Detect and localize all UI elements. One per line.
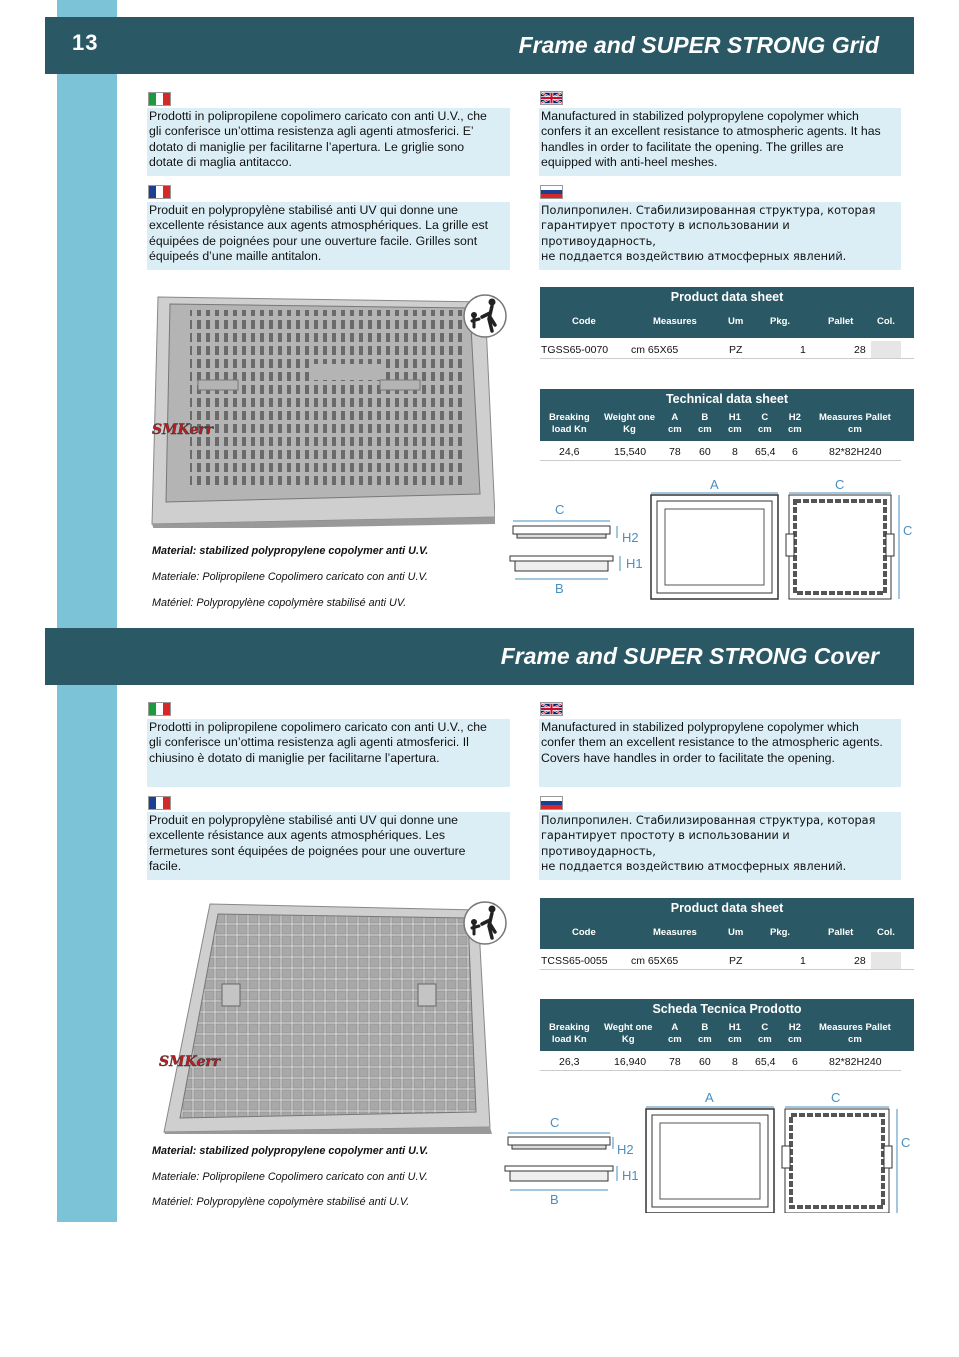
brand-logo <box>157 1052 221 1070</box>
col-measures: Measures <box>653 927 697 938</box>
product-data-sheet-cover <box>540 898 914 970</box>
flag-italy-icon <box>148 92 171 106</box>
material-en: Material: stabilized polypropylene copolymer anti U.V. <box>152 1145 429 1157</box>
label-h2: H2 <box>622 530 639 545</box>
col-breaking-load: Breaking load Kn <box>549 412 590 435</box>
flag-russia-icon <box>540 796 563 810</box>
cell-measures-pallet: 82*82H240 <box>829 1056 882 1068</box>
material-en: Material: stabilized polypropylene copolymer anti U.V. <box>152 545 429 557</box>
col-pkg: Pkg. <box>770 927 791 938</box>
flag-france-icon <box>148 185 171 199</box>
cell-pkg: 1 <box>800 344 806 356</box>
col-measures-pallet: Measures Pallet cm <box>819 1022 891 1045</box>
cell-h1: 8 <box>732 1056 738 1068</box>
technical-drawing-cover <box>500 1088 915 1213</box>
label-h1: H1 <box>626 556 643 571</box>
description-fr: Produit en polypropylène stabilisé anti UV qui donne une excellente résistance aux agents atmosphériques. La grille est équipées de poignées pour une ouverture facile. Grilles sont équipeés d’une maille antitalon. <box>147 202 510 270</box>
description-ru: Полипропилен. Стабилизированная структура, которая гарантирует простоту в использовании и противоударность, не поддается воздействию атмосферных явлений. <box>539 202 901 270</box>
col-h2: H2 cm <box>788 1022 802 1045</box>
product-sheet-title: Product data sheet <box>670 901 784 915</box>
col-breaking-load: Breaking load Kn <box>549 1022 590 1045</box>
cell-col <box>871 341 901 358</box>
technical-drawing-grid <box>505 476 915 601</box>
col-h2: H2 cm <box>788 412 802 435</box>
col-pallet: Pallet <box>828 927 854 938</box>
col-weight: Weight one Kg <box>604 412 656 435</box>
col-h1: H1 cm <box>728 412 742 435</box>
flag-france-icon <box>148 796 171 810</box>
col-pallet: Pallet <box>828 316 854 327</box>
product-sheet-title: Product data sheet <box>670 290 784 304</box>
col-b: B cm <box>698 1022 712 1045</box>
cell-code: TGSS65-0070 <box>541 344 609 356</box>
label-h2: H2 <box>617 1142 634 1157</box>
col-a: A cm <box>668 412 682 435</box>
page-number: 13 <box>72 30 99 55</box>
label-a: A <box>705 1090 714 1105</box>
col-um: Um <box>728 927 744 938</box>
col-measures: Measures <box>653 316 697 327</box>
cell-c: 65,4 <box>755 1056 776 1068</box>
table-row <box>540 443 901 461</box>
description-it: Prodotti in polipropilene copolimero caricato con anti U.V., che gli conferisce un’ottima resistenza agli agenti atmosferici. Il chiusino è dotato di maniglie per facilitarne l’apertura. <box>147 719 510 787</box>
col-measures-pallet: Measures Pallet cm <box>819 412 891 435</box>
cell-breaking-load: 24,6 <box>559 446 580 458</box>
col-b: B cm <box>698 412 712 435</box>
cell-breaking-load: 26,3 <box>559 1056 580 1068</box>
label-c-side: C <box>555 502 565 517</box>
flag-uk-icon <box>540 702 563 716</box>
section-title-cover: Frame and SUPER STRONG Cover <box>500 643 879 669</box>
col-a: A cm <box>668 1022 682 1045</box>
section-title-grid: Frame and SUPER STRONG Grid <box>518 32 879 58</box>
label-c-vertical: C <box>901 1135 911 1150</box>
col-weight: Weght one Kg <box>604 1022 653 1045</box>
flag-uk-icon <box>540 91 563 105</box>
col-col: Col. <box>877 927 895 938</box>
cell-weight: 16,940 <box>614 1056 647 1068</box>
col-col: Col. <box>877 316 895 327</box>
label-c-top: C <box>835 477 845 492</box>
col-pkg: Pkg. <box>770 316 791 327</box>
material-fr: Matériel: Polypropylène copolymère stabilisé anti UV. <box>152 597 407 609</box>
material-it: Materiale: Polipropilene Copolimero caricato con anti U.V. <box>152 1171 428 1183</box>
product-photo-grid <box>150 292 495 528</box>
brand-logo <box>150 420 214 438</box>
description-fr: Produit en polypropylène stabilisé anti UV qui donne une excellente résistance aux agents atmosphériques. Les fermetures sont équipées de poignées pour une ouverture facile. <box>147 812 510 880</box>
description-ru: Полипропилен. Стабилизированная структура, которая гарантирует простоту в использовании и противоударность, не поддается воздействию атмосферных явлений. <box>539 812 901 880</box>
col-code: Code <box>572 316 596 327</box>
technical-data-sheet-cover <box>540 999 914 1071</box>
col-c: C cm <box>758 1022 772 1045</box>
side-strip <box>57 0 117 1222</box>
cell-b: 60 <box>699 1056 711 1068</box>
cell-h2: 6 <box>792 1056 798 1068</box>
cell-c: 65,4 <box>755 446 776 458</box>
product-photo-cover <box>160 902 495 1134</box>
cell-pallet: 28 <box>854 955 866 967</box>
label-b: B <box>555 581 564 596</box>
cell-um: PZ <box>729 344 743 356</box>
label-b: B <box>550 1192 559 1207</box>
cell-measures: cm 65X65 <box>631 344 679 356</box>
label-c-top: C <box>831 1090 841 1105</box>
description-en: Manufactured in stabilized polypropylene copolymer which confers it an excellent resistance to atmospheric agents. It has handles in order to facilitate the opening. The grilles are equipped with anti-heel meshes. <box>539 108 901 176</box>
svg-text:SMKerr: SMKerr <box>152 422 214 438</box>
flag-russia-icon <box>540 185 563 199</box>
cell-weight: 15,540 <box>614 446 647 458</box>
cell-b: 60 <box>699 446 711 458</box>
cell-um: PZ <box>729 955 743 967</box>
col-um: Um <box>728 316 744 327</box>
tech-sheet-title: Technical data sheet <box>665 392 789 406</box>
cell-h2: 6 <box>792 446 798 458</box>
product-data-sheet-grid <box>540 287 914 359</box>
cell-a: 78 <box>669 446 681 458</box>
cell-col <box>871 952 901 969</box>
description-it: Prodotti in polipropilene copolimero caricato con anti U.V., che gli conferisce un’ottima resistenza agli agenti atmosferici. E’ dotato di maniglie per facilitarne l’apertura. Le griglie sono dotate di maglia antitacco. <box>147 108 510 176</box>
tech-sheet-title: Scheda Tecnica Prodotto <box>652 1002 802 1016</box>
cell-pallet: 28 <box>854 344 866 356</box>
cell-pkg: 1 <box>800 955 806 967</box>
col-h1: H1 cm <box>728 1022 742 1045</box>
svg-text:SMKerr: SMKerr <box>159 1054 221 1070</box>
label-a: A <box>710 477 719 492</box>
col-code: Code <box>572 927 596 938</box>
cell-code: TCSS65-0055 <box>541 955 608 967</box>
flag-italy-icon <box>148 702 171 716</box>
cell-h1: 8 <box>732 446 738 458</box>
material-it: Materiale: Polipropilene Copolimero caricato con anti U.V. <box>152 571 428 583</box>
table-row <box>540 341 914 359</box>
pedestrian-warning-icon <box>462 293 508 339</box>
label-c-vertical: C <box>903 523 913 538</box>
table-row <box>540 1053 901 1071</box>
table-row <box>540 952 914 970</box>
label-c-side: C <box>550 1115 560 1130</box>
col-c: C cm <box>758 412 772 435</box>
material-fr: Matériel: Polypropylène copolymère stabilisé anti U.V. <box>152 1196 410 1208</box>
cell-measures-pallet: 82*82H240 <box>829 446 882 458</box>
description-en: Manufactured in stabilized polypropylene copolymer which confer them an excellent resistance to the atmospheric agents. Covers have handles in order to facilitate the opening. <box>539 719 901 787</box>
cell-a: 78 <box>669 1056 681 1068</box>
cell-measures: cm 65X65 <box>631 955 679 967</box>
pedestrian-warning-icon <box>462 900 508 946</box>
technical-data-sheet-grid <box>540 389 914 461</box>
label-h1: H1 <box>622 1168 639 1183</box>
